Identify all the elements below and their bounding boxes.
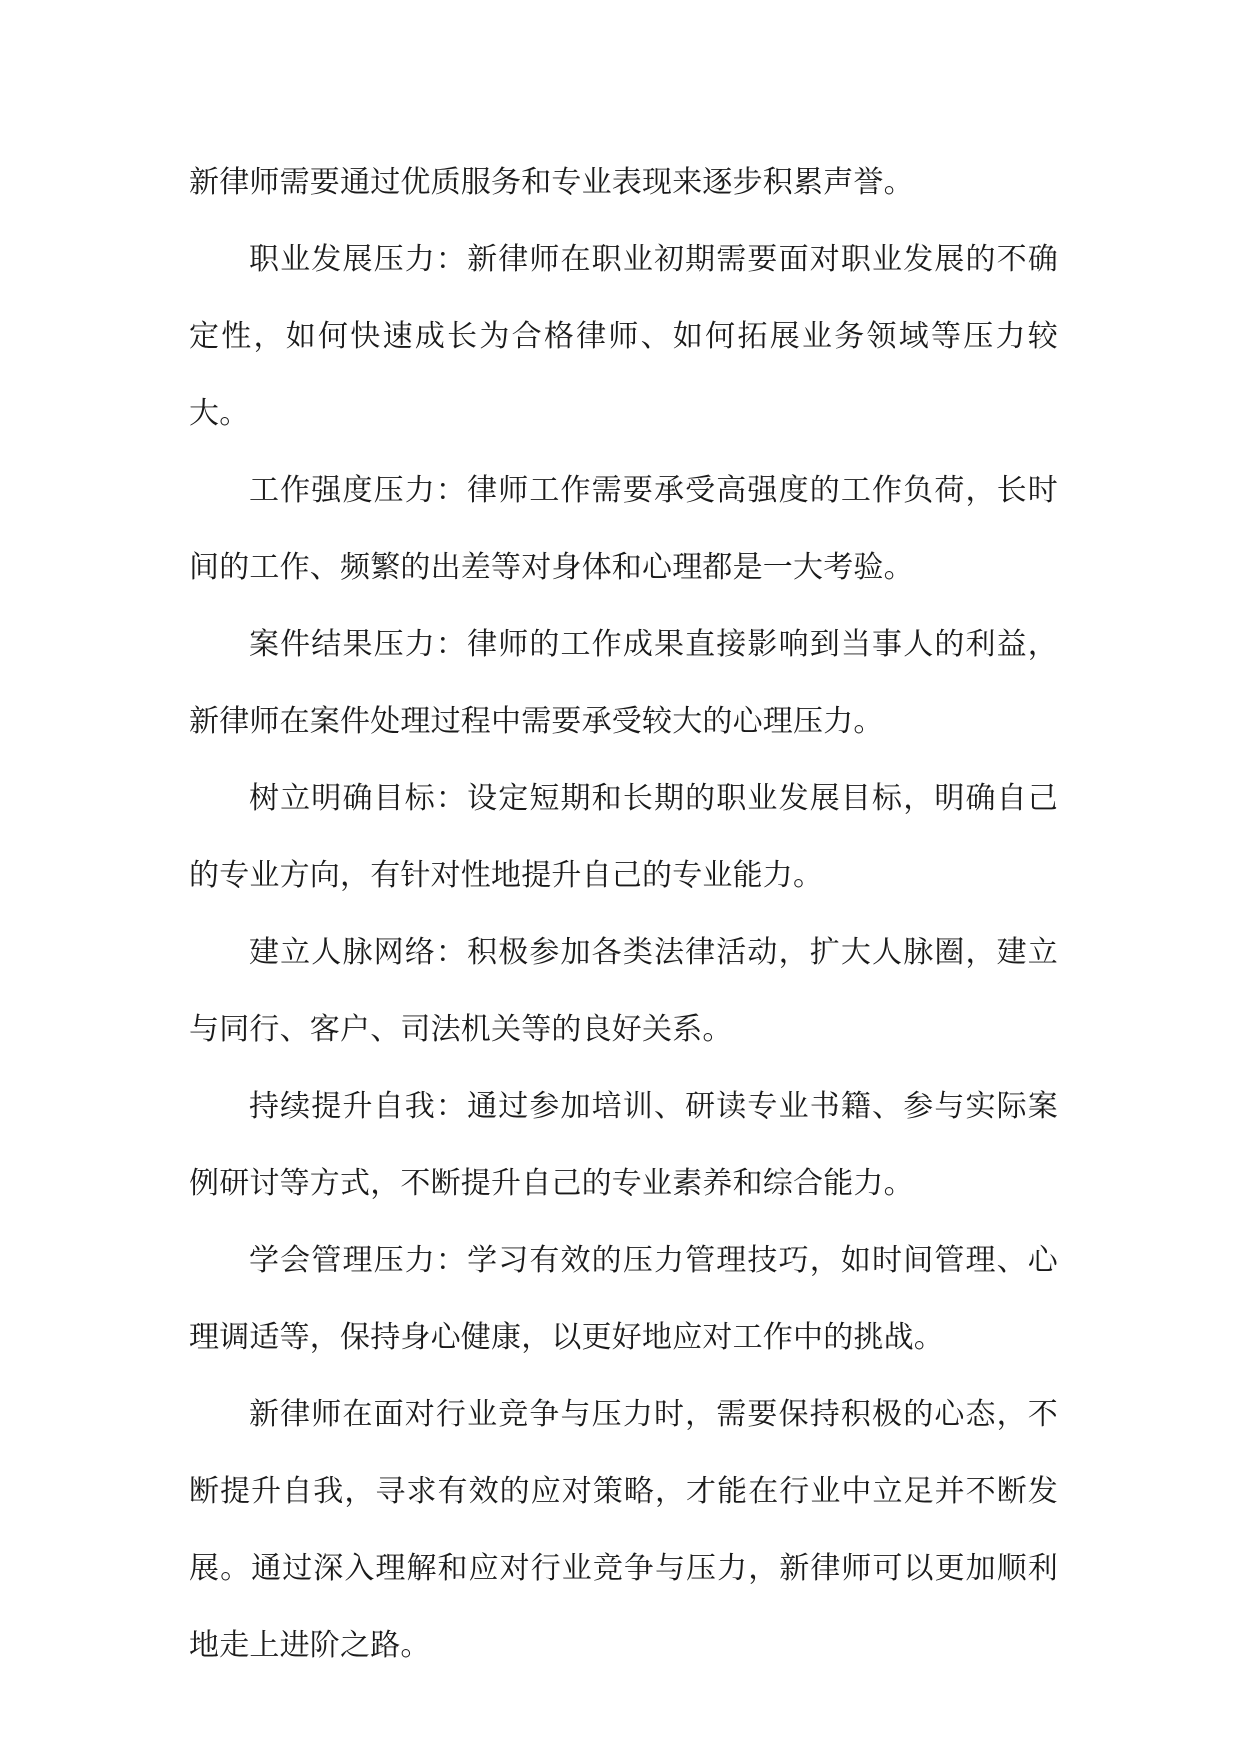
paragraph-3: 工作强度压力：律师工作需要承受高强度的工作负荷，长时间的工作、频繁的出差等对身体和心理都是一大考验。 bbox=[189, 473, 1058, 585]
paragraph-6: 建立人脉网络：积极参加各类法律活动，扩大人脉圈，建立与同行、客户、司法机关等的良好关系。 bbox=[189, 935, 1058, 1047]
paragraph-7: 持续提升自我：通过参加培训、研读专业书籍、参与实际案例研讨等方式，不断提升自己的专业素养和综合能力。 bbox=[189, 1089, 1058, 1201]
paragraph-4: 案件结果压力：律师的工作成果直接影响到当事人的利益，新律师在案件处理过程中需要承受较大的心理压力。 bbox=[189, 627, 1058, 739]
document-body bbox=[189, 144, 1058, 1684]
paragraph-8: 学会管理压力：学习有效的压力管理技巧，如时间管理、心理调适等，保持身心健康，以更好地应对工作中的挑战。 bbox=[189, 1243, 1058, 1355]
paragraph-2: 职业发展压力：新律师在职业初期需要面对职业发展的不确定性，如何快速成长为合格律师、如何拓展业务领域等压力较大。 bbox=[189, 242, 1058, 431]
paragraph-9: 新律师在面对行业竞争与压力时，需要保持积极的心态，不断提升自我，寻求有效的应对策略，才能在行业中立足并不断发展。通过深入理解和应对行业竞争与压力，新律师可以更加顺利地走上进阶之路。 bbox=[189, 1397, 1058, 1663]
paragraph-5: 树立明确目标：设定短期和长期的职业发展目标，明确自己的专业方向，有针对性地提升自己的专业能力。 bbox=[189, 781, 1058, 893]
paragraph-1: 新律师需要通过优质服务和专业表现来逐步积累声誉。 bbox=[189, 165, 914, 200]
